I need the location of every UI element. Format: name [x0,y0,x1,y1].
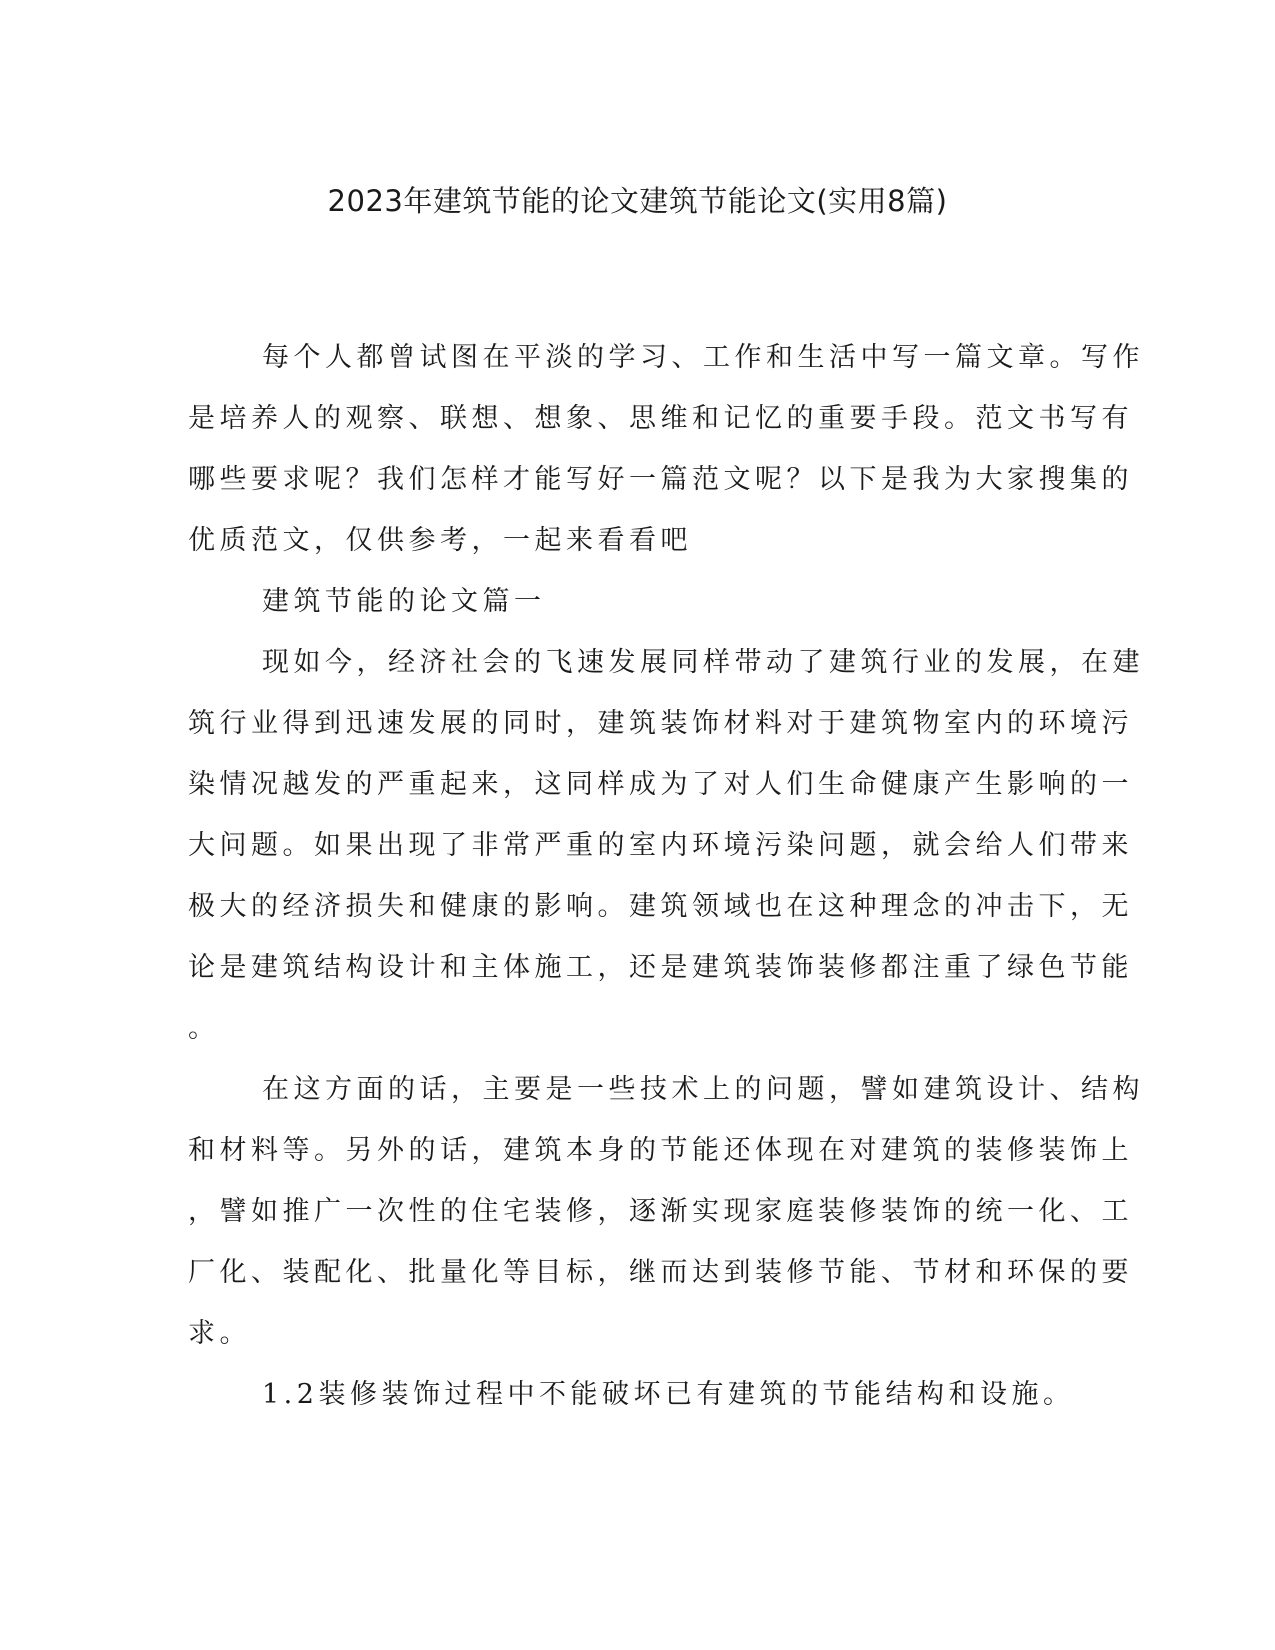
text-line: 是培养人的观察、联想、想象、思维和记忆的重要手段。范文书写有 [188,403,1133,434]
text-line: 论是建筑结构设计和主体施工，还是建筑装饰装修都注重了绿色节能 [188,952,1133,983]
text-line: ，譬如推广一次性的住宅装修，逐渐实现家庭装修装饰的统一化、工 [188,1196,1133,1227]
text-line: 大问题。如果出现了非常严重的室内环境污染问题，就会给人们带来 [188,830,1133,861]
text-line: 极大的经济损失和健康的影响。建筑领域也在这种理念的冲击下，无 [188,891,1133,922]
text-line: 。 [188,1013,220,1044]
text-line: 在这方面的话，主要是一些技术上的问题，譬如建筑设计、结构 [262,1074,1144,1105]
text-line: 厂化、装配化、批量化等目标，继而达到装修节能、节材和环保的要 [188,1257,1133,1288]
text-line: 优质范文，仅供参考，一起来看看吧 [188,525,692,556]
text-line: 每个人都曾试图在平淡的学习、工作和生活中写一篇文章。写作 [262,342,1144,373]
document-title: 2023年建筑节能的论文建筑节能论文(实用8篇) [327,184,948,218]
text-line: 和材料等。另外的话，建筑本身的节能还体现在对建筑的装修装饰上 [188,1135,1133,1166]
text-line: 现如今，经济社会的飞速发展同样带动了建筑行业的发展，在建 [262,647,1144,678]
text-line: 染情况越发的严重起来，这同样成为了对人们生命健康产生影响的一 [188,769,1133,800]
section-heading: 建筑节能的论文篇一 [262,586,546,617]
text-line: 筑行业得到迅速发展的同时，建筑装饰材料对于建筑物室内的环境污 [188,708,1133,739]
document-body [188,327,1144,1425]
text-line: 求。 [188,1318,251,1349]
text-line: 1.2装修装饰过程中不能破坏已有建筑的节能结构和设施。 [262,1379,1075,1410]
text-line: 哪些要求呢？我们怎样才能写好一篇范文呢？以下是我为大家搜集的 [188,464,1133,495]
